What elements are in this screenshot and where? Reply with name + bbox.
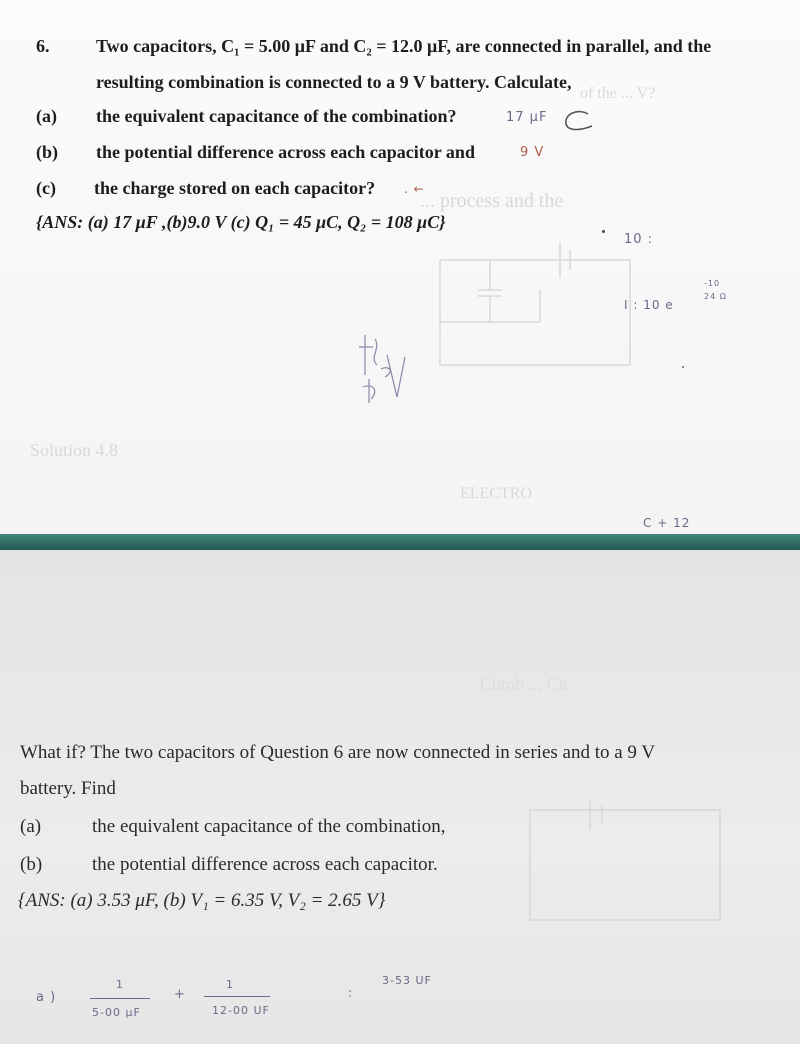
question-6-answer: {ANS: (a) 17 μF ,(b)9.0 V (c) Q₁ = 45 μC, Q₂ = 108 μC}: [36, 212, 446, 232]
handwritten-answer-b: 9 V: [520, 145, 545, 160]
part-a-label: (a): [36, 106, 57, 126]
handwritten-part-label: a ): [36, 990, 57, 1005]
what-if-line-2: battery. Find: [20, 778, 116, 799]
show-through-text: ELECTRO: [460, 485, 532, 502]
what-if-part-a-text: the equivalent capacitance of the combination,: [92, 816, 446, 837]
what-if-line-1: What if? The two capacitors of Question 6 are now connected in series and to a 9 V: [20, 742, 656, 763]
handwritten-answer-c: . ←: [404, 182, 425, 196]
handwritten-exponent-bottom: 24 Ω: [704, 292, 727, 301]
handwritten-plus: +: [174, 987, 186, 1002]
what-if-part-a-label: (a): [20, 816, 42, 837]
what-if-part-b-label: (b): [20, 854, 43, 875]
handwritten-fraction-bar: [204, 996, 270, 997]
show-through-circuit-diagram: [430, 230, 650, 380]
handwritten-numerator-1: 1: [116, 978, 124, 991]
show-through-text: of the ... V?: [580, 85, 656, 102]
handwritten-c-mark: [560, 108, 596, 134]
show-through-text: Solution 4.8: [30, 440, 119, 460]
what-if-page: [0, 550, 800, 1044]
handwritten-answer-a: 17 μF: [506, 110, 548, 125]
handwritten-ten: 10 :: [624, 232, 654, 247]
handwritten-denominator-2: 12-00 UF: [212, 1004, 270, 1017]
question-number: 6.: [36, 36, 50, 56]
handwritten-numerator-2: 1: [226, 978, 234, 991]
part-c-label: (c): [36, 178, 56, 198]
part-c-text: the charge stored on each capacitor?: [94, 178, 376, 198]
page-divider: [0, 534, 800, 550]
question-stem-line-1: Two capacitors, C₁ = 5.00 μF and C₂ = 12.0 μF, are connected in parallel, and the: [96, 36, 712, 56]
part-a-text: the equivalent capacitance of the combination?: [96, 106, 457, 126]
handwritten-current: I : 10 e: [624, 298, 674, 312]
show-through-circuit-diagram: [510, 790, 750, 940]
part-b-label: (b): [36, 142, 58, 162]
handwritten-denominator-1: 5-00 μF: [92, 1006, 141, 1019]
handwritten-fraction-bar: [90, 998, 150, 999]
handwritten-equals: :: [348, 986, 354, 1000]
handwritten-sum: C + 12: [643, 516, 691, 530]
handwritten-result: 3-53 UF: [382, 974, 432, 987]
pen-dot: [682, 366, 684, 368]
handwritten-exponent-top: -10: [704, 279, 721, 288]
show-through-text: Cumb ... Cu: [480, 674, 568, 694]
handwritten-scribble: [355, 325, 415, 410]
what-if-part-b-text: the potential difference across each capacitor.: [92, 854, 438, 875]
question-stem-line-2: resulting combination is connected to a 9 V battery. Calculate,: [96, 72, 572, 92]
part-b-text: the potential difference across each capacitor and: [96, 142, 475, 162]
show-through-text: ... process and the: [420, 190, 564, 212]
what-if-answer: {ANS: (a) 3.53 μF, (b) V₁ = 6.35 V, V₂ = 2.65 V}: [18, 890, 386, 911]
